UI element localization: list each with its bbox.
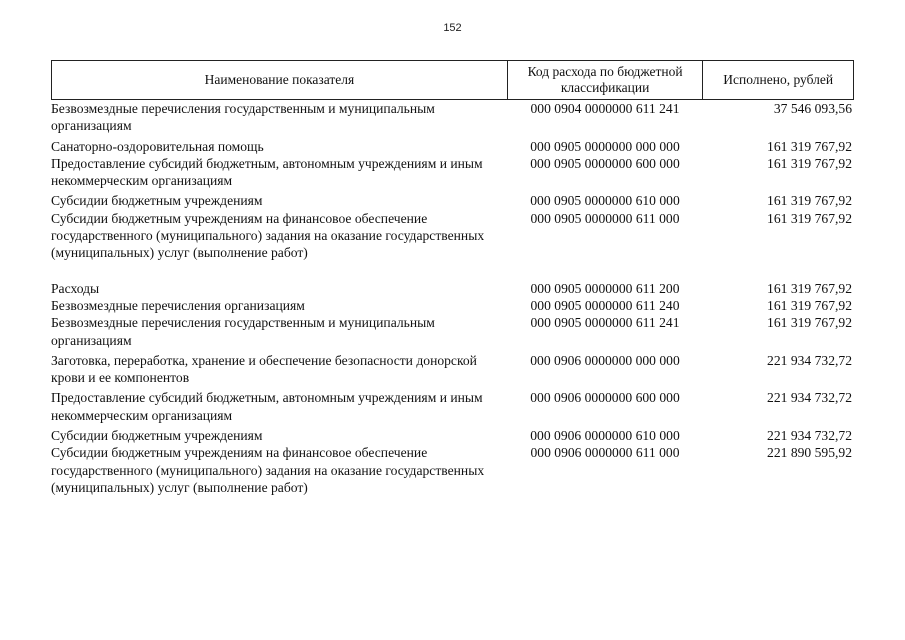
row-amount: 221 934 732,72 (767, 352, 852, 368)
table-body (51, 100, 854, 496)
row-amount: 161 319 767,92 (767, 193, 852, 209)
row-amount: 161 319 767,92 (767, 315, 852, 331)
row-amount: 161 319 767,92 (767, 280, 852, 296)
row-amount: 221 934 732,72 (767, 390, 852, 406)
row-code: 000 0905 0000000 611 241 (530, 315, 680, 331)
table-row (51, 444, 854, 496)
row-code: 000 0904 0000000 611 241 (530, 101, 680, 116)
row-name: Субсидии бюджетным учреждениям (51, 193, 263, 209)
row-code: 000 0906 0000000 610 000 (530, 428, 680, 444)
row-code: 000 0906 0000000 600 000 (530, 390, 680, 406)
table-row (51, 297, 854, 314)
table-row (51, 100, 854, 135)
header-code: Код расхода по бюджетной классификации (507, 61, 703, 99)
header-amount: Исполнено, рублей (702, 61, 853, 99)
row-code: 000 0906 0000000 611 000 (530, 445, 680, 461)
row-code: 000 0906 0000000 000 000 (530, 352, 680, 368)
row-name: Предоставление субсидий бюджетным, автономным учреждениям и иным некоммерческим организациям (51, 155, 483, 189)
table-row (51, 280, 854, 297)
table-row (51, 314, 854, 349)
row-code: 000 0905 0000000 600 000 (530, 155, 680, 171)
table-row (51, 192, 854, 209)
row-name: Расходы (51, 280, 100, 296)
row-code: 000 0905 0000000 611 000 (530, 210, 680, 226)
table-row (51, 389, 854, 424)
row-amount: 221 890 595,92 (767, 445, 852, 461)
table-row (51, 155, 854, 190)
row-amount: 37 546 093,56 (773, 101, 852, 116)
page-number: 152 (443, 22, 462, 34)
table-row (51, 352, 854, 387)
row-amount: 221 934 732,72 (767, 428, 852, 444)
row-name: Предоставление субсидий бюджетным, автономным учреждениям и иным некоммерческим организациям (51, 390, 483, 423)
row-amount: 161 319 767,92 (767, 155, 852, 171)
row-name: Заготовка, переработка, хранение и обеспечение безопасности донорской крови и ее компонентов (51, 352, 477, 386)
row-name: Безвозмездные перечисления государственным и муниципальным организациям (51, 315, 435, 348)
row-name: Субсидии бюджетным учреждениям на финансовое обеспечение государственного (муниципального) задания на оказание государственных (муниципальных) услуг (выполнение работ) (51, 445, 485, 495)
table-row (51, 210, 854, 262)
row-name: Безвозмездные перечисления организациям (51, 297, 305, 313)
row-code: 000 0905 0000000 611 240 (530, 297, 680, 313)
table-row (51, 427, 854, 444)
row-amount: 161 319 767,92 (767, 138, 852, 154)
row-name: Безвозмездные перечисления государственным и муниципальным организациям (51, 101, 435, 134)
header-name: Наименование показателя (204, 72, 355, 87)
table-header (51, 60, 854, 100)
row-code: 000 0905 0000000 611 200 (530, 280, 680, 296)
row-code: 000 0905 0000000 000 000 (530, 138, 680, 154)
table-row (51, 138, 854, 155)
row-name: Субсидии бюджетным учреждениям на финансовое обеспечение государственного (муниципального) задания на оказание государственных (муниципальных) услуг (выполнение работ) (51, 210, 485, 261)
row-code: 000 0905 0000000 610 000 (530, 193, 680, 209)
row-name: Санаторно-оздоровительная помощь (51, 138, 264, 154)
budget-table (51, 60, 854, 496)
row-amount: 161 319 767,92 (767, 210, 852, 226)
row-amount: 161 319 767,92 (767, 297, 852, 313)
row-name: Субсидии бюджетным учреждениям (51, 428, 263, 444)
